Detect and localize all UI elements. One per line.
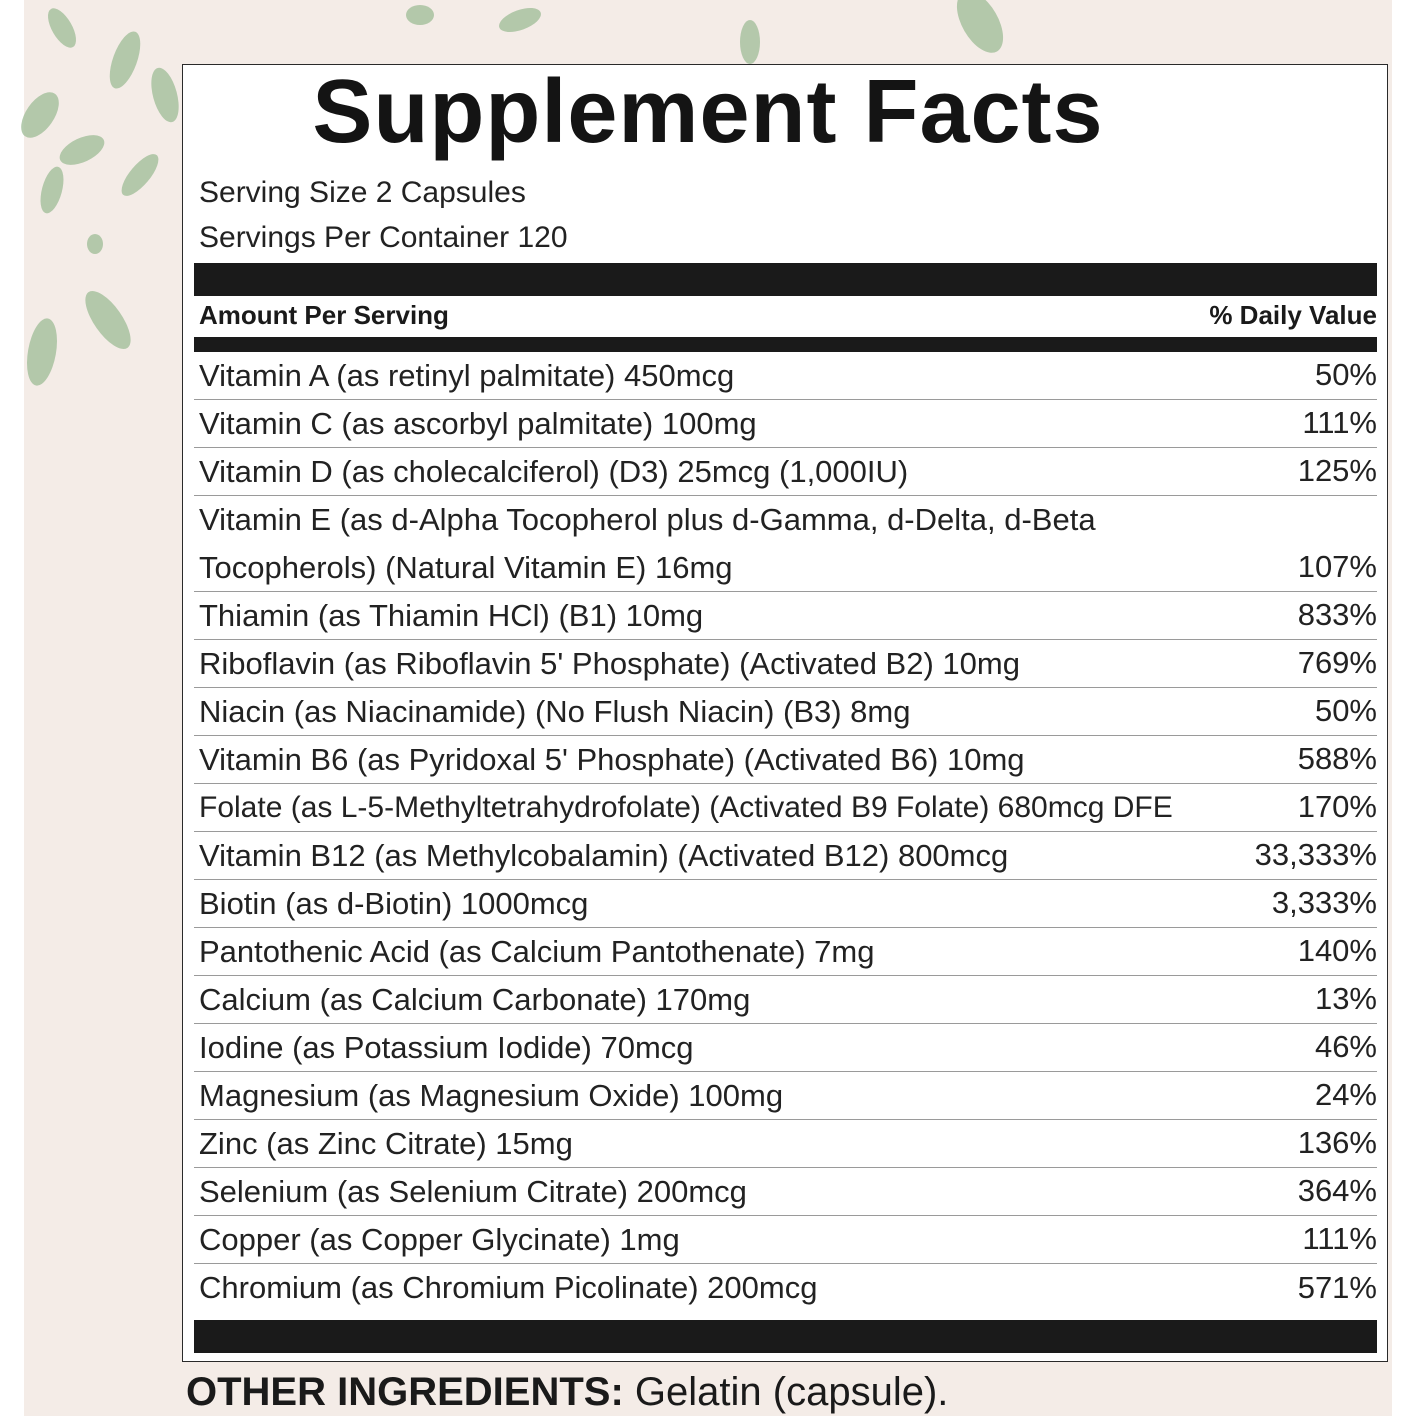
- serving-size: Serving Size 2 Capsules: [199, 176, 526, 209]
- table-row: [194, 592, 1377, 640]
- leaf-decoration-top: [370, 0, 1060, 70]
- daily-value: 46%: [1314, 1029, 1377, 1064]
- bottom-divider: [194, 1320, 1377, 1353]
- table-row: [194, 1168, 1377, 1216]
- nutrient-name: Riboflavin (as Riboflavin 5' Phosphate) (Activated B2) 10mg: [199, 646, 1020, 681]
- table-row: [194, 400, 1377, 448]
- daily-value: 170%: [1297, 789, 1377, 824]
- daily-value: 588%: [1297, 741, 1377, 776]
- table-header: [199, 296, 1377, 334]
- nutrient-name: Chromium (as Chromium Picolinate) 200mcg: [199, 1270, 818, 1305]
- nutrient-name: Folate (as L-5-Methyltetrahydrofolate) (Activated B9 Folate) 680mcg DFE: [199, 791, 1173, 824]
- header-divider: [194, 337, 1377, 352]
- table-row: [194, 688, 1377, 736]
- daily-value: 364%: [1297, 1173, 1377, 1208]
- nutrient-name: Magnesium (as Magnesium Oxide) 100mg: [199, 1078, 784, 1113]
- daily-value: 833%: [1297, 597, 1377, 632]
- table-row: [194, 1072, 1377, 1120]
- nutrient-name: Niacin (as Niacinamide) (No Flush Niacin) (B3) 8mg: [199, 694, 911, 729]
- daily-value: 571%: [1297, 1270, 1377, 1305]
- daily-value: 3,333%: [1271, 885, 1377, 920]
- daily-value: 125%: [1297, 453, 1377, 488]
- daily-value: 33,333%: [1254, 837, 1377, 872]
- daily-value: 50%: [1314, 357, 1377, 392]
- table-row: [194, 880, 1377, 928]
- table-row: [194, 1120, 1377, 1168]
- nutrient-name: Vitamin A (as retinyl palmitate) 450mcg: [199, 358, 735, 393]
- table-row: [194, 352, 1377, 400]
- nutrient-name: Iodine (as Potassium Iodide) 70mcg: [199, 1030, 694, 1065]
- nutrient-name: Vitamin B12 (as Methylcobalamin) (Activated B12) 800mcg: [199, 838, 1009, 873]
- daily-value: 13%: [1314, 981, 1377, 1016]
- nutrient-name: Pantothenic Acid (as Calcium Pantothenate) 7mg: [199, 934, 875, 969]
- table-row: [194, 1216, 1377, 1264]
- nutrient-name: Zinc (as Zinc Citrate) 15mg: [199, 1126, 573, 1161]
- nutrient-name: Vitamin E (as d-Alpha Tocopherol plus d-Gamma, d-Delta, d-Beta Tocopherols) (Natural Vitamin E) 16mg: [199, 502, 1096, 585]
- page-title: Supplement Facts: [312, 62, 1104, 162]
- table-row: [194, 736, 1377, 784]
- daily-value: 140%: [1297, 933, 1377, 968]
- nutrient-name: Biotin (as d-Biotin) 1000mcg: [199, 886, 589, 921]
- table-row: [194, 640, 1377, 688]
- daily-value: 24%: [1314, 1077, 1377, 1112]
- daily-value: 107%: [1297, 549, 1377, 584]
- other-ingredients-value: Gelatin (capsule).: [634, 1370, 949, 1414]
- table-row: [194, 496, 1377, 592]
- leaf-decoration: [0, 0, 180, 400]
- daily-value: 769%: [1297, 645, 1377, 680]
- nutrient-name: Vitamin B6 (as Pyridoxal 5' Phosphate) (Activated B6) 10mg: [199, 742, 1025, 777]
- other-ingredients-label: OTHER INGREDIENTS:: [186, 1370, 624, 1414]
- nutrient-name: Thiamin (as Thiamin HCl) (B1) 10mg: [199, 598, 704, 633]
- nutrient-name: Vitamin D (as cholecalciferol) (D3) 25mcg (1,000IU): [199, 454, 909, 489]
- nutrient-name: Selenium (as Selenium Citrate) 200mcg: [199, 1174, 747, 1209]
- daily-value: 50%: [1314, 693, 1377, 728]
- table-row: [194, 832, 1377, 880]
- nutrient-name: Vitamin C (as ascorbyl palmitate) 100mg: [199, 406, 757, 441]
- table-row: [194, 448, 1377, 496]
- amount-per-serving-label: Amount Per Serving: [199, 300, 449, 330]
- table-row: [194, 784, 1377, 832]
- table-row: [194, 1024, 1377, 1072]
- table-row: [194, 1264, 1377, 1312]
- table-row: [194, 976, 1377, 1024]
- nutrient-table: [194, 352, 1377, 1312]
- daily-value: 111%: [1302, 1221, 1377, 1256]
- daily-value: 111%: [1302, 405, 1377, 440]
- servings-per-container: Servings Per Container 120: [199, 221, 568, 254]
- daily-value-label: % Daily Value: [1209, 300, 1377, 330]
- table-row: [194, 928, 1377, 976]
- nutrient-name: Calcium (as Calcium Carbonate) 170mg: [199, 982, 751, 1017]
- daily-value: 136%: [1297, 1125, 1377, 1160]
- nutrient-name: Copper (as Copper Glycinate) 1mg: [199, 1222, 680, 1257]
- thick-divider: [194, 263, 1377, 296]
- other-ingredients: [186, 1368, 948, 1416]
